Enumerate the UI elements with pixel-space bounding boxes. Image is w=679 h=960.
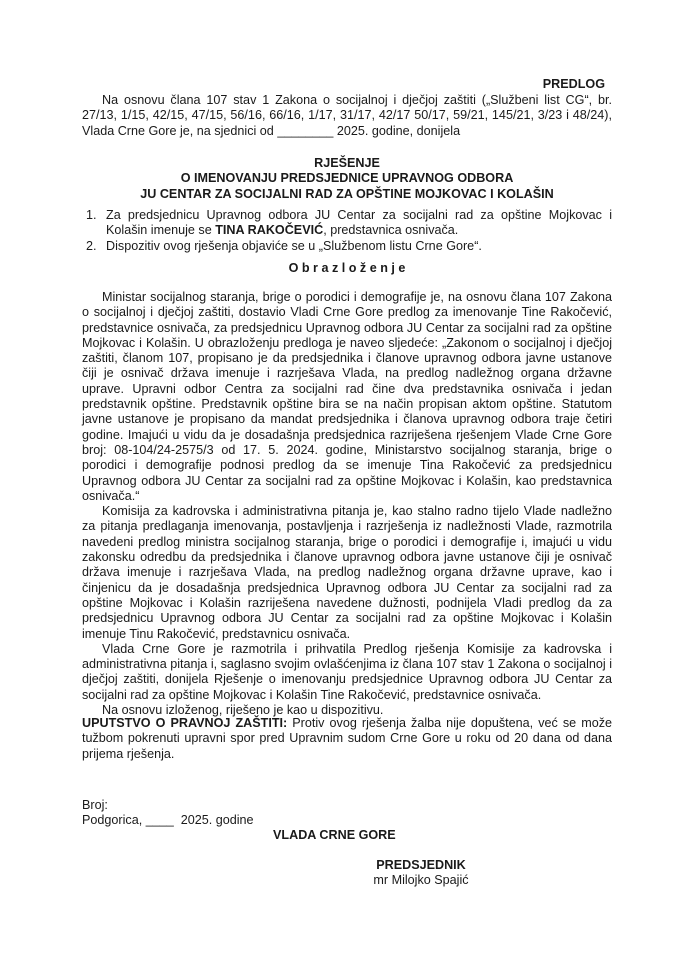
- document-title: [82, 156, 612, 202]
- dispositive-item-2: 2. Dispozitiv ovog rješenja objaviće se u „Službenom listu Crne Gore“.: [100, 239, 612, 254]
- reasoning-paragraph-3: Vlada Crne Gore je razmotrila i prihvatila Predlog rješenja Komisije za kadrovska i administrativna pitanja i, saglasno svojim ovlašćenjima iz člana 107 stav 1 Zakona o socijalnoj i dječjoj zaštiti, donijela Rješenje o imenovanju predsjednice Upravnog odbora JU Centar za socijalni rad za opštine Mojkovac i Kolašin Tine Rakočević, predstavnice osnivača.: [82, 641, 612, 702]
- title-line-3: JU CENTAR ZA SOCIJALNI RAD ZA OPŠTINE MOJKOVAC I KOLAŠIN: [140, 186, 554, 201]
- legal-remedy: [82, 716, 612, 762]
- item-text: Za predsjednicu Upravnog odbora JU Centar za socijalni rad za opštine Mojkovac i Kolašin imenuje se: [106, 208, 612, 238]
- title-line-1: RJEŠENJE: [314, 156, 380, 170]
- appointee-name: TINA RAKOČEVIĆ: [215, 223, 324, 238]
- legal-remedy-label: UPUTSTVO O PRAVNOJ ZAŠTITI:: [82, 716, 288, 730]
- document-number: Broj:: [82, 798, 108, 812]
- title-line-2: O IMENOVANJU PREDSJEDNICE UPRAVNOG ODBORA: [180, 171, 514, 186]
- dispositive-item-1: [100, 208, 612, 239]
- reasoning-paragraph-4: Na osnovu izloženog, riješeno je kao u dispozitivu.: [102, 703, 384, 718]
- signatory-title: PREDSJEDNIK: [376, 858, 466, 872]
- government-name: VLADA CRNE GORE: [273, 828, 396, 842]
- reasoning-body: [82, 290, 612, 718]
- dispositive-list: [82, 208, 612, 254]
- legal-remedy-text: Protiv ovog rješenja žalba nije dopuštena, već se može tužbom pokrenuti upravni spor pred Upravnim sudom Crne Gore u roku od 20 dana od dana prijema rješenja.: [82, 716, 613, 761]
- place-date: Podgorica, ____ 2025. godine: [82, 813, 254, 827]
- signatory-name: mr Milojko Spajić: [373, 873, 469, 887]
- reasoning-paragraph-1: Ministar socijalnog staranja, brige o porodici i demografije je, na osnovu člana 107 Zakona o socijalnoj i dječjoj zaštiti, dostavio Vladi Crne Gore predlog za imenovanje Tine Rakočević, predstavnice osnivača, za predsjednicu Upravnog odbora JU Centar za socijalni rad za opštine Mojkovac i Kolašin. U obrazloženju predloga je naveo sljedeće: „Zakonom o socijalnoj i dječjoj zaštiti, članom 107, propisano je da predsjednika i članove upravnog odbora javne ustanove čiji je osnivač država imenuje i razrješava Vlada, na predlog nadležnog organa državne uprave. Upravni odbor Centra za socijalni rad čine dva predstavnika osnivača i jedan predstavnik opštine. Predstavnik opštine bira se na način propisan aktom opštine. Statutom javne ustanove je propisano da mandat predsjednika i članova upravnog odbora traje četiri godine. Imajući u vidu da je dosadašnja predsjednica razriješena rješenjem Vlade Crne Gore broj: 08-104/24-2575/3 od 17. 5. 2024. godine, Ministarstvo socijalnog staranja, brige o porodici i demografije podnosi predlog da se imenuje Tina Rakočević za predsjednicu Upravnog odbora JU Centar za socijalni rad za opštine Mojkovac i Kolašin, kao predstavnica osnivača.“: [82, 290, 612, 503]
- proposal-label: PREDLOG: [542, 77, 605, 91]
- reasoning-heading: O b r a z l o ž e n j e: [288, 261, 406, 275]
- item-text: , predstavnica osnivača.: [323, 223, 459, 238]
- intro-paragraph: Na osnovu člana 107 stav 1 Zakona o socijalnoj i dječjoj zaštiti („Službeni list CG“, br. 27/13, 1/15, 42/15, 47/15, 56/16, 66/16, 1/17, 31/17, 42/17 50/17, 59/21, 145/21, 3/23 i 48/24), Vlada Crne Gore je, na sjednici od ________ 2025. godine, donijela: [82, 93, 612, 138]
- reasoning-paragraph-2: Komisija za kadrovska i administrativna pitanja je, kao stalno radno tijelo Vlade nadležno za pitanja predlaganja imenovanja, postavljenja i razrješenja iz nadležnosti Vlade, razmotrila navedeni predlog ministra socijalnog staranja, brige o porodici i demografije i, imajući u vidu zakonsku odredbu da predsjednika i članove upravnog odbora javne ustanove čiji je osnivač država imenuje i razrješava Vlada, na predlog nadležnog organa državne uprave, kao i činjenicu da je dosadašnja predsjednica Upravnog odbora JU Centar za socijalni rad za opštine Mojkovac i Kolašin razriješena navedene dužnosti, podnijela Vladi predlog da za predsjednicu Upravnog odbora JU Centar za socijalni rad za opštine Mojkovac i Kolašin imenuje Tinu Rakočević, predstavnicu osnivača.: [82, 504, 612, 641]
